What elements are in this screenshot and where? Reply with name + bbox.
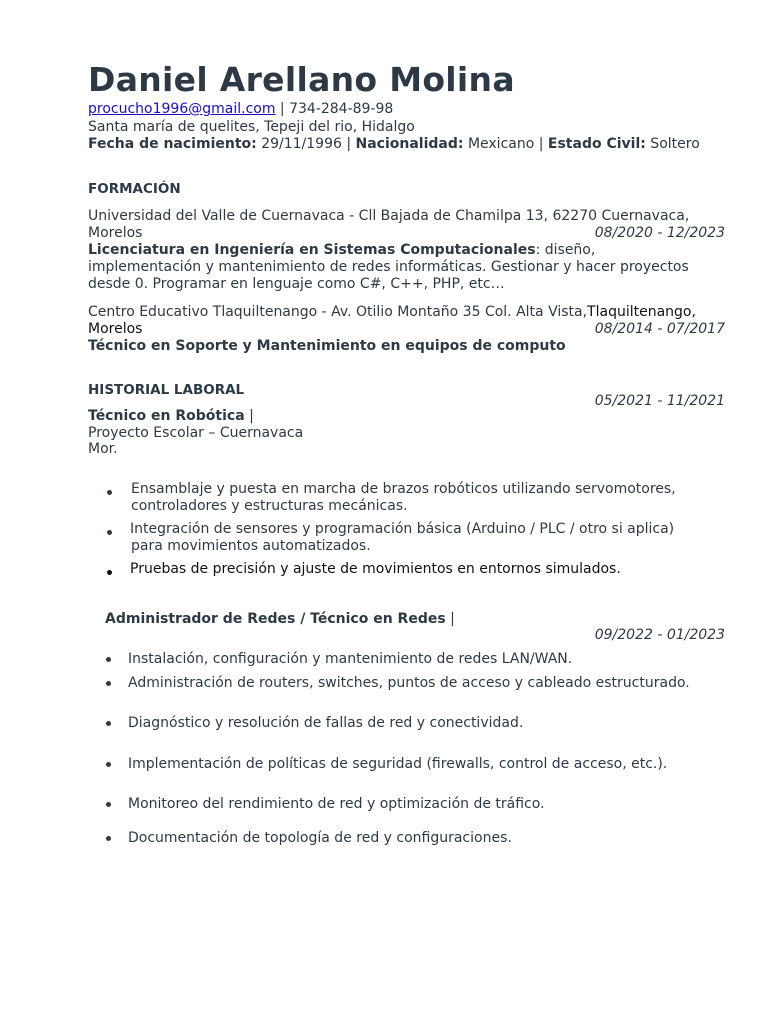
job-2-bullet-2: Administración de routers, switches, puntos de acceso y cableado estructurado. <box>128 675 690 691</box>
degree-1-title: Licenciatura en Ingeniería en Sistemas Computacionales <box>88 242 536 258</box>
bullet-dot <box>107 490 112 495</box>
school-1-dates: 08/2020 - 12/2023 <box>594 225 725 241</box>
section-title-historial: HISTORIAL LABORAL <box>88 382 245 398</box>
birth-label: Fecha de nacimiento: <box>88 136 257 152</box>
job-2-bullet-3: Diagnóstico y resolución de fallas de red y conectividad. <box>128 715 524 731</box>
job-2-title-line <box>105 611 455 628</box>
degree-1-desc-line3: desde 0. Programar en lenguaje como C#, C++, PHP, etc… <box>88 276 505 292</box>
job-1-org-line1: Proyecto Escolar – Cuernavaca <box>88 425 304 441</box>
bullet-dot <box>106 721 111 726</box>
bullet-dot <box>106 802 111 807</box>
job-1-bullet-1-line2: controladores y estructuras mecánicas. <box>131 498 408 514</box>
phone-number: 734-284-89-98 <box>289 101 394 117</box>
school-2-name: Centro Educativo Tlaquiltenango - Av. Otilio Montaño 35 Col. Alta Vista, <box>88 304 588 320</box>
job-2-bullet-1: Instalación, configuración y mantenimiento de redes LAN/WAN. <box>128 651 573 667</box>
school-2-dates: 08/2014 - 07/2017 <box>594 321 725 337</box>
candidate-name: Daniel Arellano Molina <box>88 60 515 99</box>
job-2-bullet-5: Monitoreo del rendimiento de red y optimización de tráfico. <box>128 796 545 812</box>
degree-2-title: Técnico en Soporte y Mantenimiento en equipos de computo <box>88 338 566 354</box>
job-1-bullet-2-line2: para movimientos automatizados. <box>131 538 371 554</box>
bullet-dot <box>106 762 111 767</box>
job-1-bullet-2 <box>130 521 674 555</box>
degree-1-desc-line2: implementación y mantenimiento de redes informáticas. Gestionar y hacer proyectos <box>88 259 689 275</box>
section-title-formacion: FORMACIÓN <box>88 181 181 197</box>
school-1-line1: Universidad del Valle de Cuernavaca - Cll Bajada de Chamilpa 13, 62270 Cuernavaca, <box>88 208 690 224</box>
school-2-line1 <box>88 304 696 321</box>
school-2-line2: Morelos <box>88 321 143 337</box>
job-1-bullet-2-line1: Integración de sensores y programación básica (Arduino / PLC / otro si aplica) <box>130 521 675 537</box>
job-1-title-line <box>88 408 254 425</box>
school-2-city: Tlaquiltenango, <box>587 304 696 320</box>
job-1-bullet-3: Pruebas de precisión y ajuste de movimientos en entornos simulados. <box>130 561 621 577</box>
job-2-dates: 09/2022 - 01/2023 <box>594 627 725 643</box>
job-1-dates: 05/2021 - 11/2021 <box>594 393 725 409</box>
address: Santa maría de quelites, Tepeji del rio, Hidalgo <box>88 119 415 135</box>
job-1-org-line2: Mor. <box>88 441 118 457</box>
bullet-dot <box>107 570 112 575</box>
job-2-bullet-4: Implementación de políticas de seguridad (firewalls, control de acceso, etc.). <box>128 756 668 772</box>
contact-line <box>88 101 393 118</box>
job-1-bullet-1 <box>131 481 676 515</box>
job-2-title: Administrador de Redes / Técnico en Redes <box>105 611 446 627</box>
email-link[interactable]: procucho1996@gmail.com <box>88 101 276 117</box>
job-1-separator: | <box>244 408 254 424</box>
contact-separator: | <box>275 101 290 117</box>
degree-1-desc-start: : diseño, <box>535 242 596 258</box>
civil-status-label: Estado Civil: <box>547 136 646 152</box>
civil-status-value: Soltero <box>645 136 700 152</box>
job-2-separator: | <box>445 611 455 627</box>
job-1-bullet-1-line1: Ensamblaje y puesta en marcha de brazos robóticos utilizando servomotores, <box>131 481 676 497</box>
job-2-bullet-6: Documentación de topología de red y configuraciones. <box>128 830 512 846</box>
personal-info-line <box>88 136 700 153</box>
degree-1-line <box>88 242 595 259</box>
nationality-label: Nacionalidad: <box>355 136 464 152</box>
job-1-title: Técnico en Robótica <box>88 408 245 424</box>
bullet-dot <box>107 530 112 535</box>
birth-value: 29/11/1996 | <box>256 136 356 152</box>
nationality-value: Mexicano | <box>463 136 548 152</box>
bullet-dot <box>106 836 111 841</box>
bullet-dot <box>106 681 111 686</box>
bullet-dot <box>106 657 111 662</box>
school-1-line2: Morelos <box>88 225 143 241</box>
